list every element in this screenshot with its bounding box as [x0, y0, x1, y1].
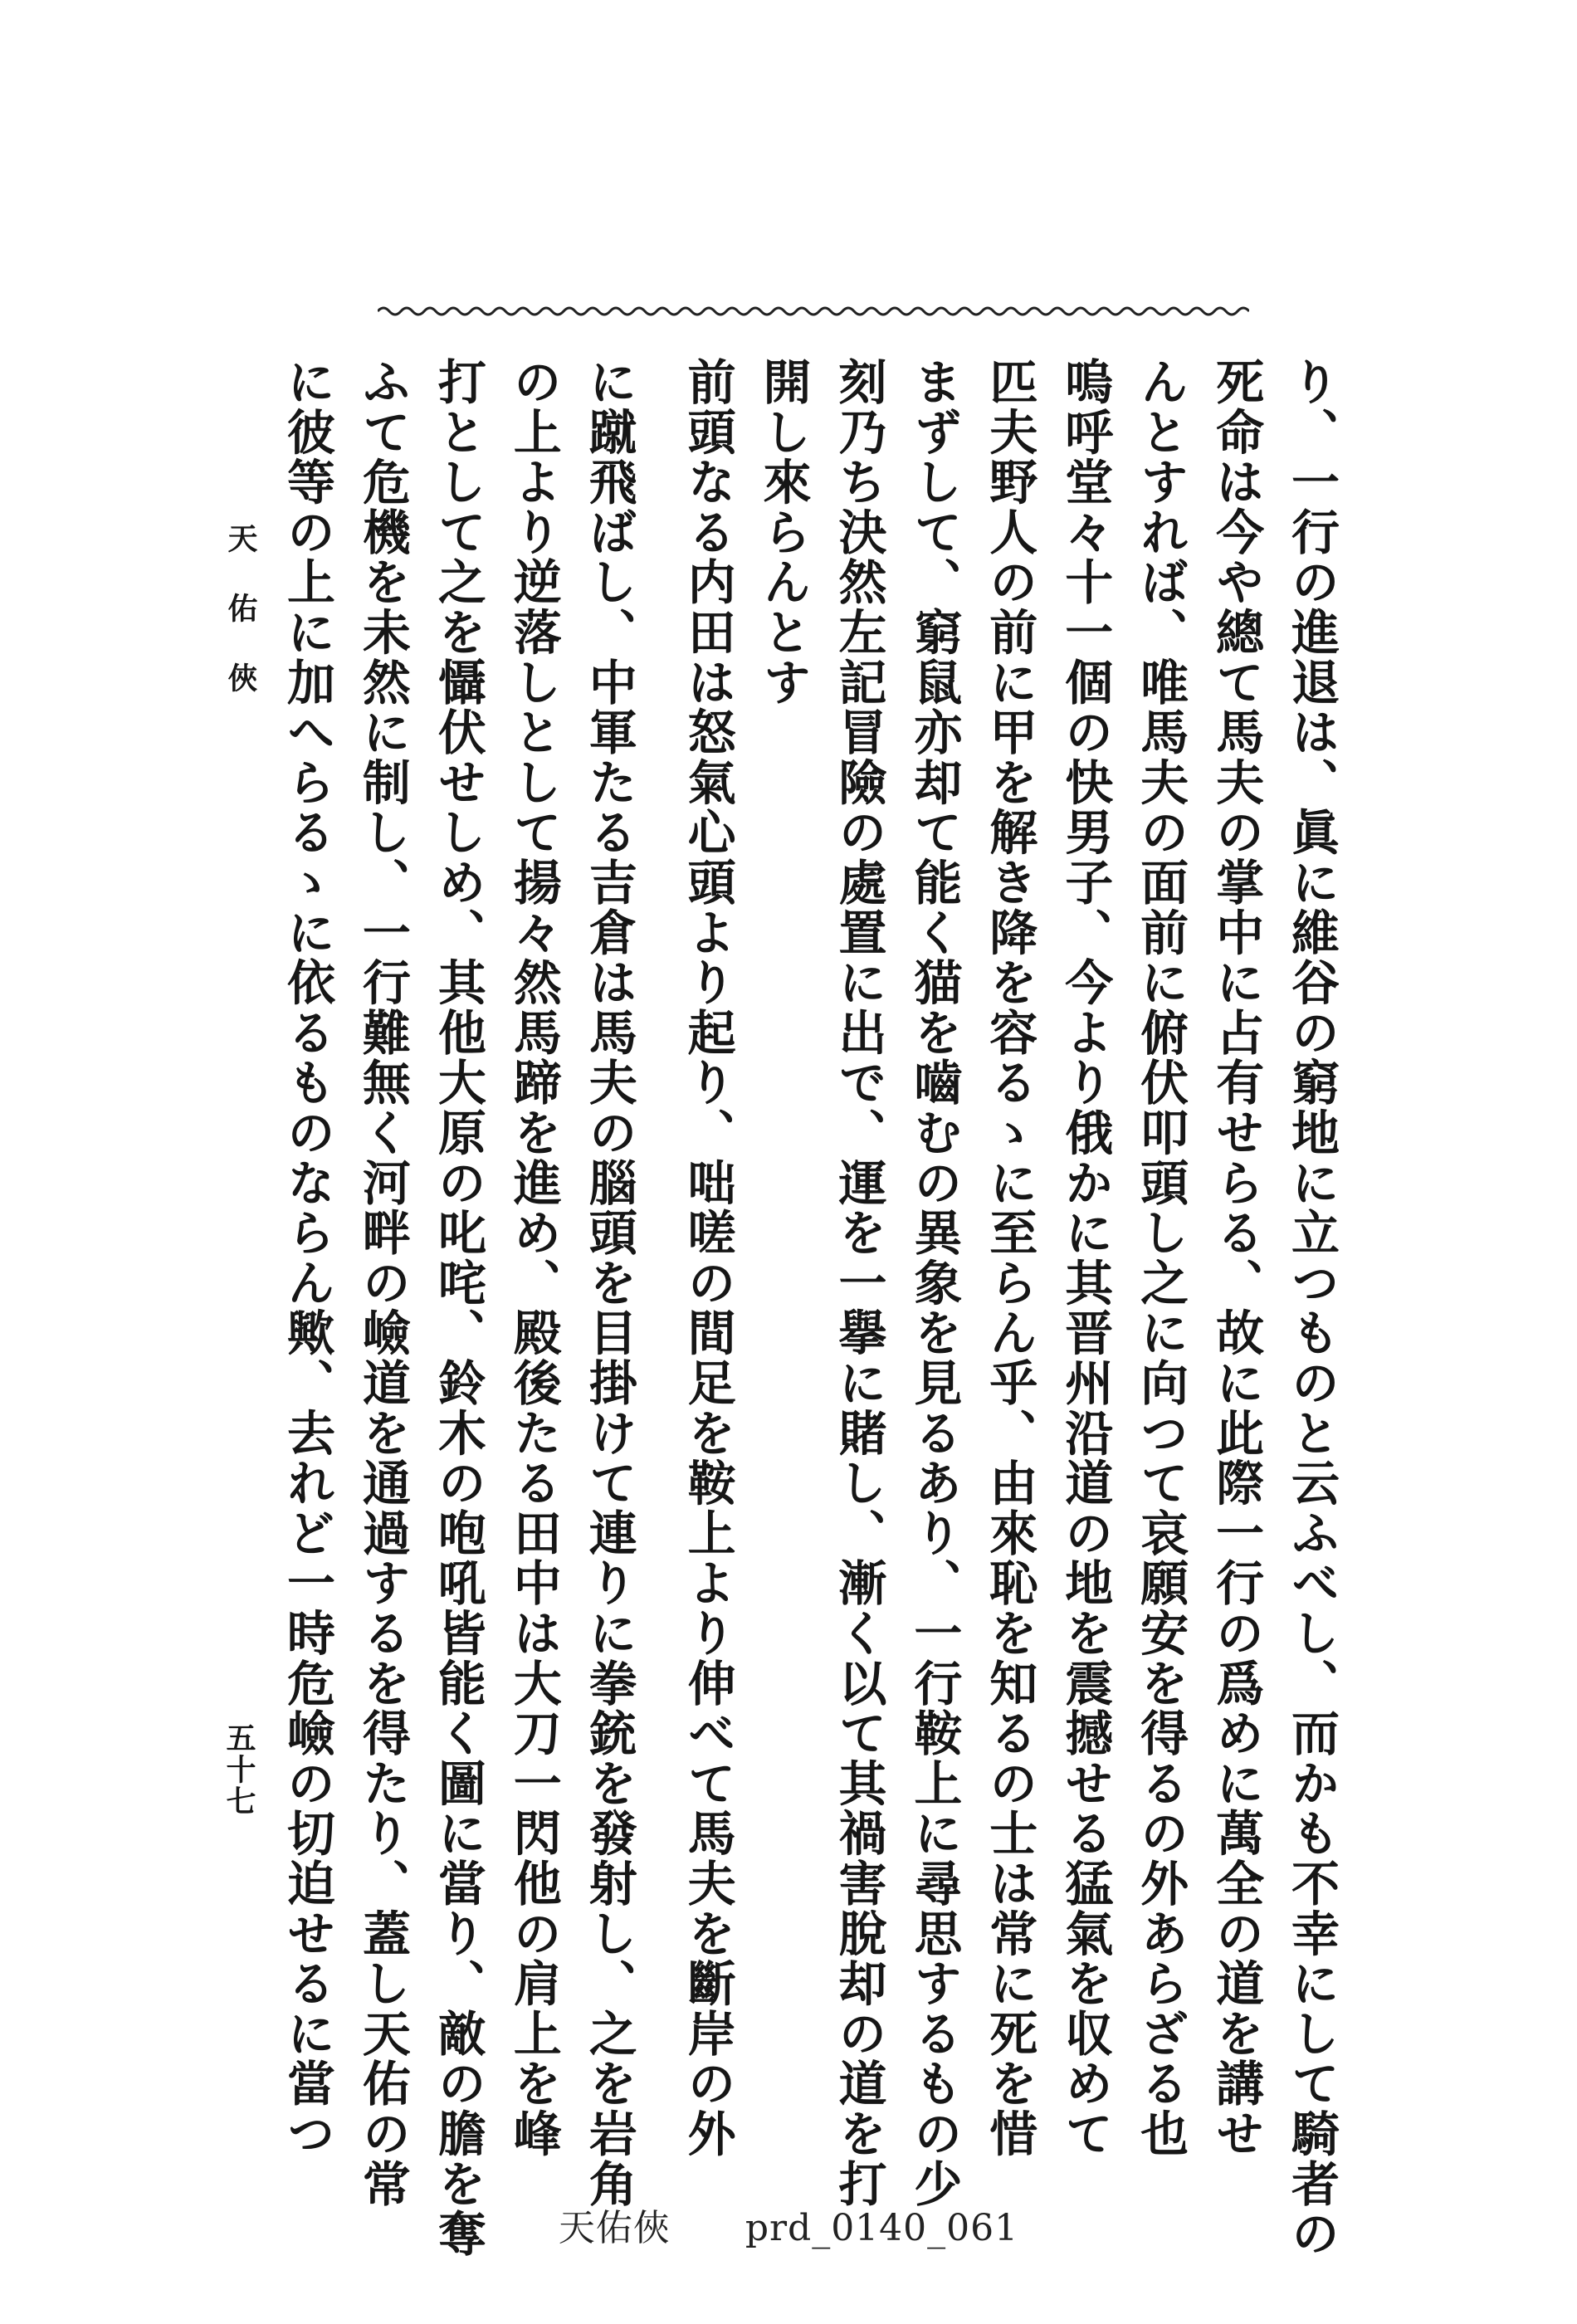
text-column-9: 前頭なる内田は怒氣心頭より起り、咄嗟の間足を鞍上より伸べて馬夫を斷岸の外: [679, 357, 736, 2159]
page-number: 五十七: [222, 1722, 256, 1817]
text-column-6: まずして、窮鼠亦却て能く猫を嚙むの異象を見るあり、一行鞍上に尋思するもの少: [906, 357, 963, 2209]
text-column-8: 開し來らんとす: [754, 357, 812, 708]
text-column-10: に蹴飛ばし、中軍たる吉倉は馬夫の腦頭を目掛けて連りに拳銃を發射し、之を岩角: [580, 357, 637, 2209]
text-column-4: 嗚呼堂々十一個の快男子、今より俄かに其晋州沿道の地を震撼せる猛氣を収めて: [1057, 357, 1114, 2159]
text-column-7: 刻乃ち決然左記冒險の處置に出で、運を一擧に賭し、漸く以て其禍害脫却の道を打: [830, 357, 887, 2209]
text-column-13: ふて危機を未然に制し、一行難無く河畔の嶮道を通過するを得たり、蓋し天佑の常: [354, 357, 411, 2209]
text-column-3: んとすれば、唯馬夫の面前に俯伏叩頭し之に向つて哀願安を得るの外あらざる也: [1132, 357, 1189, 2159]
running-head: 天佑俠: [223, 523, 258, 732]
text-column-14: に彼等の上に加へらるゝに依るものならん歟、去れど一時危嶮の切迫せるに當つ: [279, 357, 335, 2159]
text-column-5: 匹夫野人の前に甲を解き降を容るゝに至らん乎、由來恥を知るの士は常に死を惜: [981, 357, 1038, 2159]
text-column-2: 死命は今や總て馬夫の掌中に占有せらる、故に此際一行の爲めに萬全の道を講せ: [1208, 357, 1265, 2159]
image-caption: 天佑俠 prd_0140_061: [558, 2207, 1019, 2249]
text-column-1: り、一行の進退は、眞に維谷の窮地に立つものと云ふべし、而かも不幸にして騎者の: [1282, 357, 1340, 2259]
text-column-12: 打として之を懾伏せしめ、其他大原の叱咤、鈴木の咆吼皆能く圖に當り、敵の膽を奪: [429, 357, 486, 2259]
text-column-11: の上より逆落しとして揚々然馬蹄を進め、殿後たる田中は大刀一閃他の肩上を峰: [505, 357, 562, 2159]
decorative-wavy-rule: [378, 302, 1249, 320]
